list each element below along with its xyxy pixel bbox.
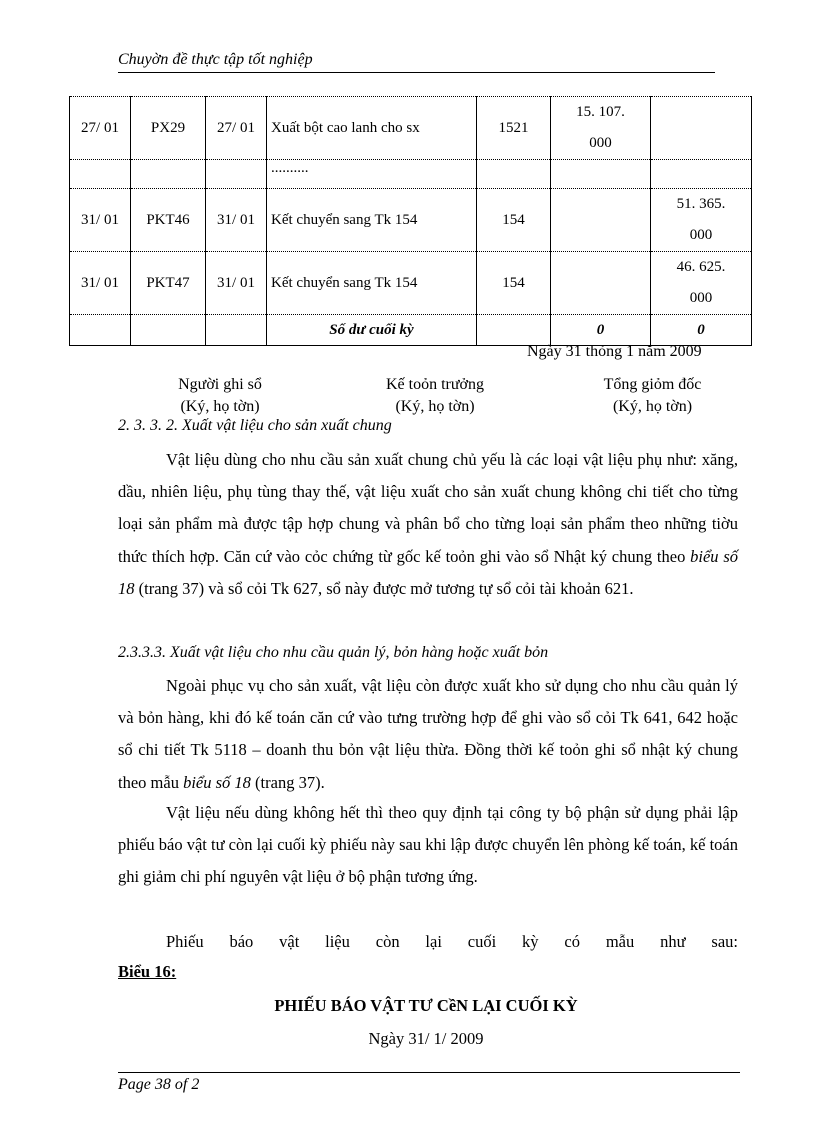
cell-date: 31/ 01 <box>206 252 267 315</box>
section-title: 2.3.3.3. Xuất vật liệu cho nhu cầu quản lý, bỏn hàng hoặc xuất bỏn <box>118 644 549 661</box>
cell-doc: PX29 <box>131 97 206 160</box>
paragraph: Ngoài phục vụ cho sản xuất, vật liệu còn được xuất kho sử dụng cho nhu cầu quản lý và bỏn hàng, khi đó kế toán căn cứ vào tưng trường hợp để ghi vào sổ cỏi Tk 641, 642 hoặc sổ chi tiết Tk 5118 – doanh thu bỏn vật liệu thừa. Đồng thời kế toỏn ghi sổ nhật ký chung theo mẫu biểu số 18 (trang 37). <box>118 676 738 792</box>
signature-director <box>580 374 725 418</box>
signature-title: Người ghi sổ <box>178 376 262 393</box>
cell-desc: Kết chuyển sang Tk 154 <box>267 252 477 315</box>
form-date: Ngày 31/ 1/ 2009 <box>368 1029 484 1048</box>
cell-date <box>206 160 267 189</box>
cell-date: 31/ 01 <box>70 252 131 315</box>
closing-credit: 0 <box>651 315 752 346</box>
cell-account: 154 <box>477 252 551 315</box>
cell-date: 27/ 01 <box>70 97 131 160</box>
cell-credit: 51. 365. 000 <box>651 189 752 252</box>
ledger-table <box>69 96 752 346</box>
cell-desc: Xuất bột cao lanh cho sx <box>267 97 477 160</box>
signature-note: (Ký, họ tờn) <box>612 398 693 415</box>
cell-doc: PKT46 <box>131 189 206 252</box>
table-row <box>70 189 752 252</box>
cell-account: 154 <box>477 189 551 252</box>
cell-account <box>477 160 551 189</box>
cell-date: 31/ 01 <box>70 189 131 252</box>
cell-debit <box>551 252 651 315</box>
table-row <box>70 252 752 315</box>
form-title: PHIẾU BÁO VẬT TƯ CềN LẠI CUỐI KỲ <box>274 996 578 1015</box>
cell-doc: PKT47 <box>131 252 206 315</box>
cell-credit <box>651 97 752 160</box>
cell-date: 27/ 01 <box>206 97 267 160</box>
section-title: 2. 3. 3. 2. Xuất vật liệu cho sản xuất chung <box>118 417 392 434</box>
cell-desc: .......... <box>267 160 477 189</box>
cell-date: 31/ 01 <box>206 189 267 252</box>
table-row <box>70 160 752 189</box>
cell-account: 1521 <box>477 97 551 160</box>
paragraph: Vật liệu nếu dùng không hết thì theo quy định tại công ty bộ phận sử dụng phải lập phiếu báo vật tư còn lại cuối kỳ phiếu này sau khi lập được chuyển lên phòng kế toán, kế toán ghi giảm chi phí nguyên vật liệu ở bộ phận tương ứng. <box>118 803 738 887</box>
signature-bookkeeper <box>150 374 290 418</box>
page-number: Page 38 of 2 <box>118 1076 200 1093</box>
signature-chief-accountant <box>360 374 510 418</box>
cell-debit <box>551 189 651 252</box>
cell-debit <box>551 160 651 189</box>
bieu-label: Biểu 16: <box>118 962 177 981</box>
cell-credit: 46. 625. 000 <box>651 252 752 315</box>
paragraph: Phiếu báo vật liệu còn lại cuối kỳ có mẫu như sau: <box>166 932 738 951</box>
signature-note: (Ký, họ tờn) <box>180 398 260 415</box>
signature-title: Kế toỏn trưởng <box>385 376 484 393</box>
cell-debit: 15. 107. 000 <box>551 97 651 160</box>
table-row <box>70 97 752 160</box>
date-line: Ngày 31 thỏng 1 năm 2009 <box>527 343 702 360</box>
paragraph: Vật liệu dùng cho nhu cầu sản xuất chung chủ yếu là các loại vật liệu phụ như: xăng, dầu, nhiên liệu, phụ tùng thay thế, vật liệu xuất cho sản xuất chung không chi tiết cho từng loại sản phẩm mà được tập hợp chung và phân bổ cho từng loại sản phẩm theo những tiờu thức thích hợp. Căn cứ vào cỏc chứng từ gốc kế toỏn ghi vào sổ Nhật ký chung theo biểu số 18 (trang 37) và sổ cỏi Tk 627, sổ này được mở tương tự sổ cỏi tài khoản 621. <box>118 450 738 598</box>
cell-date <box>70 160 131 189</box>
page-footer <box>118 1072 740 1094</box>
page-header <box>118 50 715 73</box>
cell-desc: Kết chuyển sang Tk 154 <box>267 189 477 252</box>
closing-row <box>70 315 752 346</box>
header-title: Chuyờn đề thực tập tốt nghiệp <box>118 51 313 68</box>
closing-label: Số dư cuối kỳ <box>267 315 477 346</box>
cell-doc <box>131 160 206 189</box>
signature-title: Tổng giỏm đốc <box>603 376 702 393</box>
closing-debit: 0 <box>551 315 651 346</box>
cell-credit <box>651 160 752 189</box>
signature-note: (Ký, họ tờn) <box>395 398 475 415</box>
